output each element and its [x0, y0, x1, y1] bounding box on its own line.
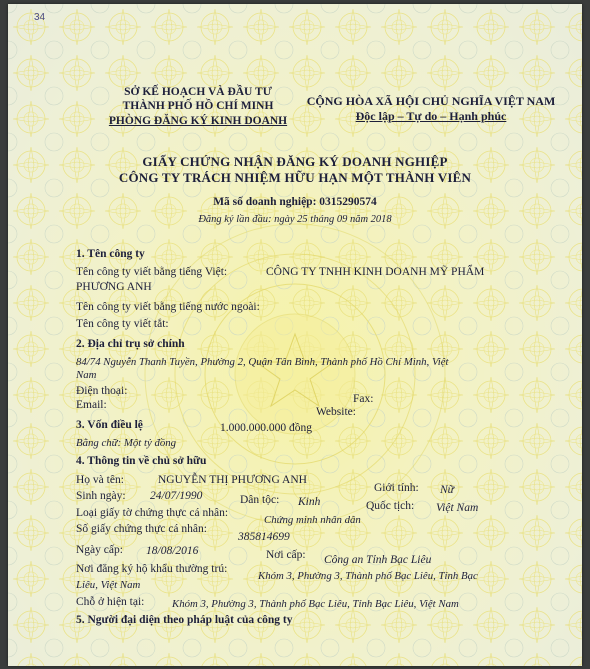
company-name-vn-value: CÔNG TY TNHH KINH DOANH MỸ PHẨM [266, 266, 485, 278]
dob-value: 24/07/1990 [150, 490, 203, 502]
issue-date-label: Ngày cấp: [76, 544, 123, 556]
certificate-paper [8, 4, 582, 666]
section-legal-representative-heading: 5. Người đại diện theo pháp luật của công ty [76, 614, 293, 626]
owner-name-value: NGUYỄN THỊ PHƯƠNG ANH [158, 474, 307, 486]
company-name-short-label: Tên công ty viết tắt: [76, 318, 169, 330]
permanent-residence-value-cont: Liêu, Việt Nam [76, 579, 141, 591]
gender-label: Giới tính: [374, 482, 419, 494]
nationality-value: Việt Nam [436, 502, 479, 514]
current-address-value: Khóm 3, Phường 3, Thành phố Bạc Liêu, Tỉnh Bạc Liêu, Việt Nam [172, 598, 459, 610]
issuer-line-1: SỞ KẾ HOẠCH VÀ ĐẦU TƯ [124, 86, 272, 98]
gender-value: Nữ [440, 484, 454, 496]
issuer-line-3: PHÒNG ĐĂNG KÝ KINH DOANH [108, 115, 288, 127]
head-office-address: 84/74 Nguyễn Thanh Tuyền, Phường 2, Quận Tân Bình, Thành phố Hồ Chí Minh, Việt [76, 356, 449, 368]
ethnicity-value: Kinh [298, 496, 321, 508]
issuer-line-2: THÀNH PHỐ HỒ CHÍ MINH [122, 100, 274, 112]
national-motto: Độc lập – Tự do – Hạnh phúc [355, 109, 507, 123]
id-type-value: Chứng minh nhân dân [264, 514, 361, 526]
phone-label: Điện thoại: [76, 385, 128, 397]
section-owner-heading: 4. Thông tin về chủ sở hữu [76, 455, 207, 467]
website-label: Website: [316, 406, 356, 418]
id-number-label: Số giấy chứng thực cá nhân: [76, 523, 207, 535]
company-name-foreign-label: Tên công ty viết bằng tiếng nước ngoài: [76, 301, 260, 313]
email-label: Email: [76, 399, 107, 411]
id-type-label: Loại giấy tờ chứng thực cá nhân: [76, 507, 229, 519]
issue-place-label: Nơi cấp: [266, 549, 306, 561]
current-address-label: Chỗ ở hiện tại: [76, 596, 145, 608]
document-title-line-1: GIẤY CHỨNG NHẬN ĐĂNG KÝ DOANH NGHIỆP [142, 154, 448, 169]
section-company-name-heading: 1. Tên công ty [76, 248, 145, 260]
issue-date-value: 18/08/2016 [146, 545, 199, 557]
issue-place-value: Công an Tỉnh Bạc Liêu [324, 554, 432, 566]
charter-capital-in-words: Bằng chữ: Một tỷ đồng [76, 437, 177, 449]
head-office-address-cont: Nam [76, 369, 97, 381]
charter-capital-amount: 1.000.000.000 đồng [220, 422, 312, 434]
dob-label: Sinh ngày: [76, 490, 126, 502]
permanent-residence-label: Nơi đăng ký hộ khẩu thường trú: [76, 563, 228, 575]
enterprise-code: Mã số doanh nghiệp: 0315290574 [213, 196, 377, 208]
page-number: 34 [34, 12, 46, 23]
fax-label: Fax: [353, 393, 374, 405]
section-address-heading: 2. Địa chỉ trụ sở chính [76, 338, 185, 350]
company-name-vn-value-cont: PHƯƠNG ANH [76, 281, 152, 293]
company-name-vn-label: Tên công ty viết bằng tiếng Việt: [76, 266, 228, 278]
first-registration-date: Đăng ký lần đầu: ngày 25 tháng 09 năm 2018 [198, 214, 392, 225]
owner-name-label: Họ và tên: [76, 474, 124, 486]
ethnicity-label: Dân tộc: [240, 494, 280, 506]
section-charter-capital-heading: 3. Vốn điều lệ [76, 419, 143, 431]
id-number-value: 385814699 [238, 531, 290, 543]
document-title-line-2: CÔNG TY TRÁCH NHIỆM HỮU HẠN MỘT THÀNH VIÊN [118, 170, 472, 185]
nationality-label: Quốc tịch: [366, 500, 415, 512]
permanent-residence-value: Khóm 3, Phường 3, Thành phố Bạc Liêu, Tỉnh Bạc [258, 570, 478, 582]
national-title: CỘNG HÒA XÃ HỘI CHỦ NGHĨA VIỆT NAM [306, 94, 556, 108]
